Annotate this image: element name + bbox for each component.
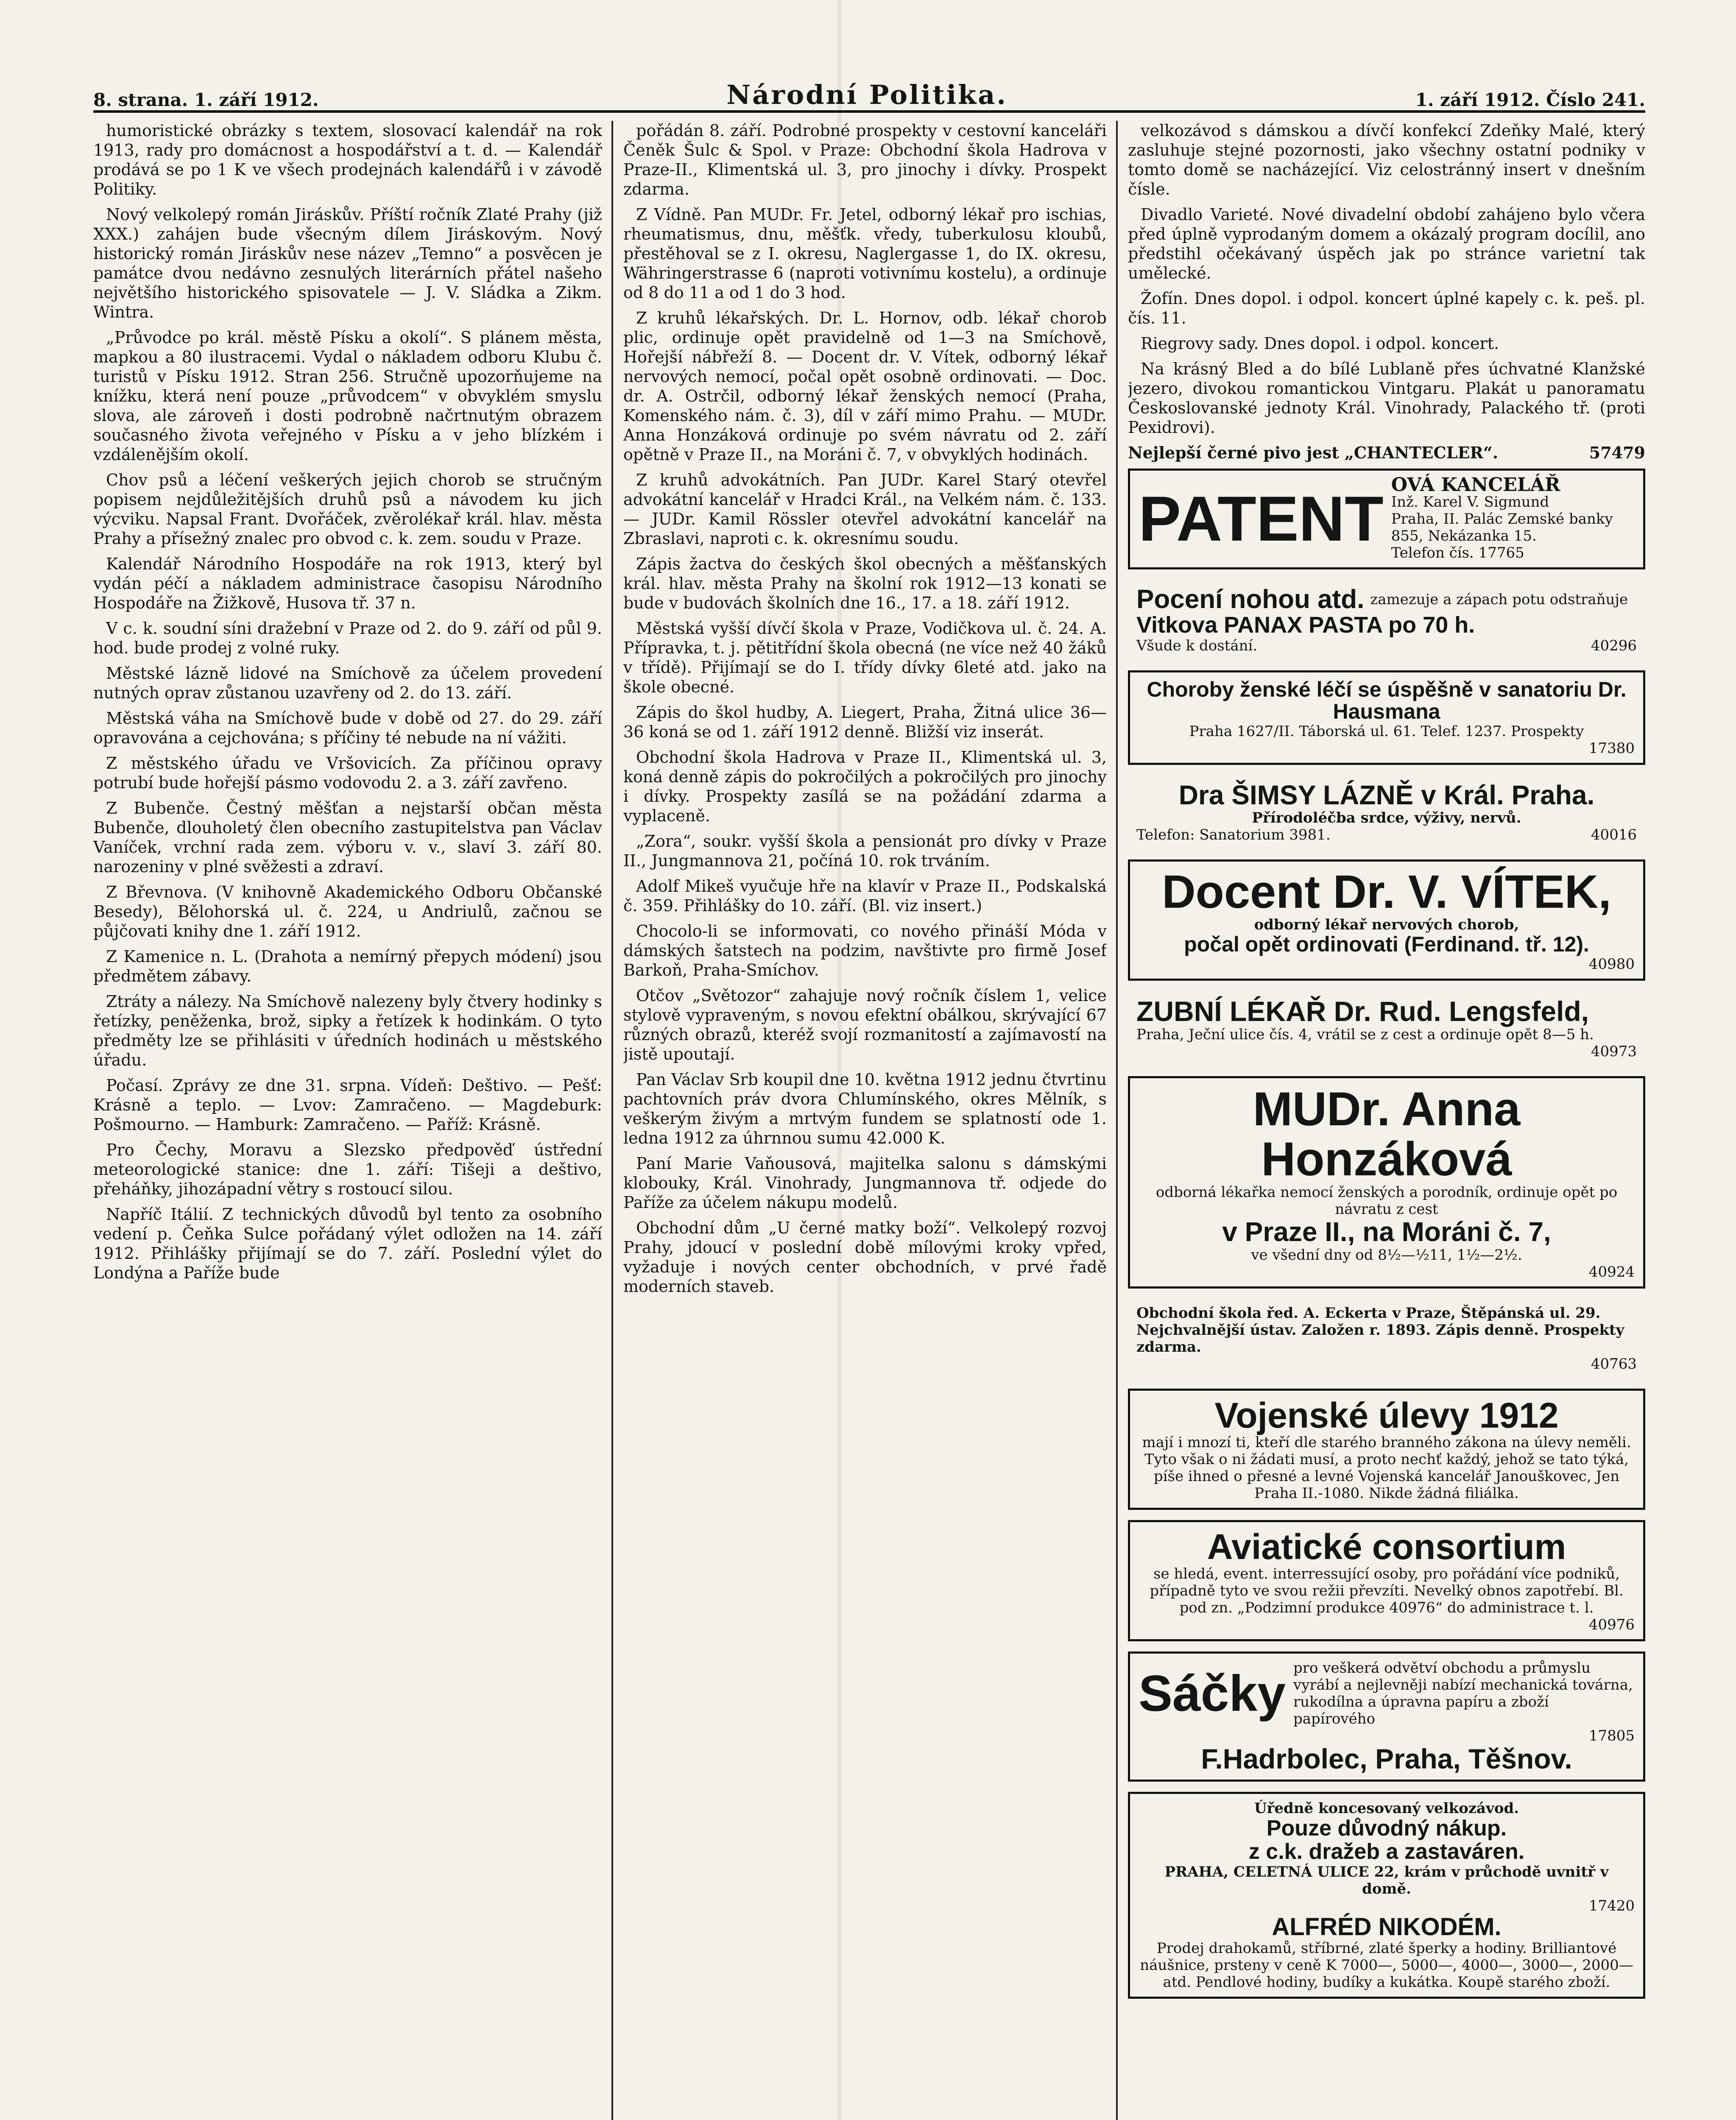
article: Adolf Mikeš vyučuje hře na klavír v Praze II., Podskalská č. 359. Přihlášky do 10. září. (Bl. viz insert.) [623, 877, 1107, 915]
article: Z kruhů advokátních. Pan JUDr. Karel Starý otevřel advokátní kancelář v Hradci Král., na Velkém nám. č. 133. — JUDr. Kamil Rössler otevřel advokátní kancelář na Zbraslavi, naproti c. k. okresnímu soudu. [623, 471, 1107, 548]
article: Počasí. Zprávy ze dne 31. srpna. Vídeň: Deštivo. — Pešť: Krásně a teplo. — Lvov: Zamračeno. — Magdeburk: Pošmourno. — Hamburk: Zamračeno. — Paříž: Krásně. [93, 1076, 602, 1134]
columns [93, 121, 1645, 2120]
eckert-ad: Obchodní škola řed. A. Eckerta v Praze, Štěpánská ul. 29. Nejchvalnější ústav. Založen r. 1893. Zápis denně. Prospekty zdarma. 40763 [1136, 1304, 1637, 1372]
article: Paní Marie Vaňousová, majitelka salonu s dámskými klobouky, Král. Vinohrady, Jungmannova tř. odjede do Paříže za účelem nákupu modelů. [623, 1154, 1107, 1212]
article: Z Břevnova. (V knihovně Akademického Odboru Občanské Besedy), Bělohorská ul. č. 224, u Andriulů, začnou se půjčovati knihy dne 1. září 1912. [93, 883, 602, 940]
patent-ad: PATENT OVÁ KANCELÁŘ Inž. Karel V. Sigmund Praha, II. Palác Zemské banky 855, Nekázanka 15. Telefon čís. 17765 [1128, 469, 1645, 569]
column-3 [1128, 121, 1645, 2120]
article: „Zora“, soukr. vyšší škola a pensionát pro dívky v Praze II., Jungmannova 21, počíná 10. rok trváním. [623, 832, 1107, 870]
article: Napříč Itálií. Z technických důvodů byl tento za osobního vedení p. Čeňka Sulce pořádaný výlet odložen na 14. září 1912. Přihlášky přijímají se do 7. září. Poslední výlet do Londýna a Paříže bude [93, 1205, 602, 1282]
newspaper-page [93, 64, 1645, 2120]
article: Žofín. Dnes dopol. i odpol. koncert úplné kapely c. k. peš. pl. čís. 11. [1128, 289, 1645, 327]
article: pořádán 8. září. Podrobné prospekty v cestovní kanceláři Čeněk Šulc & Spol. v Praze: Obchodní škola Hadrova v Praze-II., Klimentská ul. 3, pro jinochy i dívky. Prospekt zdarma. [623, 121, 1107, 198]
beer-ad: Nejlepší černé pivo jest „CHANTECLER“. 57479 [1128, 443, 1645, 462]
article: Riegrovy sady. Dnes dopol. i odpol. koncert. [1141, 334, 1499, 353]
hausmann-ad: Choroby ženské léčí se úspěšně v sanatoriu Dr. Hausmana Praha 1627/II. Táborská ul. 61. Telef. 1237. Prospekty 17380 [1128, 670, 1645, 765]
panax-ad: Pocení nohou atd. zamezuje a zápach potu odstraňuje Vitkova PANAX PASTA po 70 h. Všude k dostání. 40296 [1136, 585, 1637, 654]
article: Městská váha na Smíchově bude v době od 27. do 29. září opravována a cejchována; s příčiny té nebude na ní vážiti. [93, 709, 602, 747]
nikodem-ad: Úředně koncesovaný velkozávod. Pouze důvodný nákup. z c.k. dražeb a zastaváren. PRAHA, CELETNÁ ULICE 22, krám v průchodě uvnitř v domě. 17420 ALFRÉD NIKODÉM. Prodej drahokamů, stříbrné, zlaté šperky a hodiny. Brilliantové náušnice, prsteny v ceně K 7000—, 5000—, 4000—, 3000—, 2000— atd. Pendlové hodiny, budíky a kukátka. Koupě starého zboží. [1128, 1792, 1645, 1999]
column-2 [623, 121, 1107, 2120]
article: humoristické obrázky s textem, slosovací kalendář na rok 1913, rady pro domácnost a hospodářství a t. d. — Kalendář prodává se po 1 K ve všech prodejnách kalendářů i v závodě Politiky. [93, 121, 602, 198]
article: Chov psů a léčení veškerých jejich chorob se stručným popisem nejdůležitějších druhů psů a návodem ku jich výcviku. Napsal Frant. Dvořáček, zvěrolékař král. hlav. města Prahy a přísežný znalec pro obvod c. k. zem. soudu v Praze. [93, 471, 602, 548]
header-left: 8. strana. 1. září 1912. [93, 89, 319, 110]
article: Z Bubenče. Čestný měšťan a nejstarší občan města Bubenče, dlouholetý člen obecního zastupitelstva pan Václav Vaníček, vrchní rada zem. výboru v. v., slaví 3. září 80. narozeniny v plné svěžesti a zdraví. [93, 799, 602, 876]
article: Z Kamenice n. L. (Drahota a nemírný přepych módení) jsou předmětem zábavy. [93, 947, 602, 985]
article: Městská vyšší dívčí škola v Praze, Vodičkova ul. č. 24. A. Přípravka, t. j. pětitřídní škola obecná (ne více než 40 žáků v třídě). Přijímají se do I. třídy dívky 6leté atd. jako na škole obecné. [623, 619, 1107, 696]
article: Z kruhů lékařských. Dr. L. Hornov, odb. lékař chorob plic, ordinuje opět pravidelně od 1—3 na Smíchově, Hořejší nábřeží 8. — Docent dr. V. Vítek, odborný lékař nervových nemocí, počal opět osobně ordinovati. — Doc. dr. A. Ostrčil, odborný lékař ženských nemocí (Praha, Komenského nám. č. 3), díl v září mimo Prahu. — MUDr. Anna Honzáková ordinuje po svém návratu od 2. září opětně v Praze II., na Moráni č. 7, v obvyklých hodinách. [623, 309, 1107, 464]
article: Zápis do škol hudby, A. Liegert, Praha, Žitná ulice 36—36 koná se od 1. září 1912 denně. Bližší viz inserát. [623, 703, 1107, 741]
article: Otčov „Světozor“ zahajuje nový ročník číslem 1, velice stylově vypraveným, s novou efektní obálkou, skrývající 67 různých obrazů, kteréž svojí rozmanitostí a zajímavostí na jistě upoutají. [623, 986, 1107, 1063]
masthead: Národní Politika. [726, 79, 1008, 110]
simsy-ad: Dra ŠIMSY LÁZNĚ v Král. Praha. Přírodoléčba srdce, výživy, nervů. Telefon: Sanatorium 3981. 40016 [1136, 779, 1637, 843]
header-right: 1. září 1912. Číslo 241. [1415, 89, 1645, 110]
article: Obchodní škola Hadrova v Praze II., Klimentská ul. 3, koná denně zápis do pokročilých a pokročilých pro jinochy i dívky. Prospekty zasílá se na požádání zdarma a vyplaceně. [623, 748, 1107, 825]
article: „Průvodce po král. městě Písku a okolí“. S plánem města, mapkou a 80 ilustracemi. Vydal o nákladem odboru Klubu č. turistů v Písku 1912. Stran 256. Stručně upozorňujeme na knížku, která není pouze „průvodcem“ v obvyklém smyslu slova, ale zároveň i dosti podrobně načrtnutým obrazem současného života veřejného v Písku a v jeho blízkém i vzdálenějším okolí. [93, 328, 602, 464]
article: Městské lázně lidové na Smíchově za účelem provedení nutných oprav zůstanou uzavřeny od 2. do 13. září. [93, 664, 602, 702]
article: Ztráty a nálezy. Na Smíchově nalezeny byly čtvery hodinky s řetízky, peněženka, brož, sipky a řetízek k hodinkám. O tyto předměty lze se přihlásiti v úředních hodinách u městského úřadu. [93, 992, 602, 1069]
article: Pro Čechy, Moravu a Slezsko předpověď ústřední meteorologické stanice: dne 1. září: Tišeji a deštivo, přeháňky, jihozápadní větry s rostoucí silou. [93, 1141, 602, 1198]
lengsfeld-ad: ZUBNÍ LÉKAŘ Dr. Rud. Lengsfeld, Praha, Ječní ulice čís. 4, vrátil se z cest a ordinuje opět 8—5 h. 40973 [1136, 995, 1637, 1060]
article: Na krásný Bled a do bílé Lublaně přes úchvatné Klanžské jezero, divokou romantickou Vintgaru. Plakát u panoramatu Českoslovanské jednoty Král. Vinohrady, Palackého tř. (proti Pexidrovi). [1128, 360, 1645, 437]
article: Z Vídně. Pan MUDr. Fr. Jetel, odborný lékař pro ischias, rheumatismus, dnu, měšťk. vředy, tuberkulosu kloubů, přestěhoval se z I. okresu, Naglergasse 1, do IX. okresu, Währingerstrasse 6 (naproti votivnímu kostelu), a ordinuje od 8 do 11 a od 1 do 3 hod. [623, 205, 1107, 302]
vitek-ad: Docent Dr. V. VÍTEK, odborný lékař nervových chorob, počal opět ordinovati (Ferdinand. tř. 12). 40980 [1128, 859, 1645, 981]
article: Obchodní dům „U černé matky boží“. Velkolepý rozvoj Prahy, jdoucí v poslední době mílovými kroky vpřed, vyžaduje i nových center obchodních, v prvé řadě moderních staveb. [623, 1219, 1107, 1296]
sacky-ad: Sáčky pro veškerá odvětví obchodu a průmyslu vyrábí a nejlevněji nabízí mechanická továrna, rukodílna a úpravna papíru a zboží papírového 17805 F.Hadrbolec, Praha, Těšnov. [1128, 1651, 1645, 1782]
vojenske-ad: Vojenské úlevy 1912 mají i mnozí ti, kteří dle starého branného zákona na úlevy neměli. Tyto však o ni žádati musí, a proto nechť každý, jehož se tato týká, píše ihned o přesné a levné Vojenská kancelář Janouškovec, Jen Praha II.-1080. Nikde žádná filiálka. [1128, 1389, 1645, 1510]
article: Z městského úřadu ve Vršovicích. Za příčinou opravy potrubí bude hořejší pásmo vodovodu 2. a 3. září zavřeno. [93, 754, 602, 792]
page-header [93, 64, 1645, 113]
article: Nový velkolepý román Jiráskův. Příští ročník Zlaté Prahy (již XXX.) zahájen bude všecným dílem Jiráskovým. Nový historický román Jiráskův nese název „Temno“ a posvěcen je památce dvou nedávno zesnulých literárních přátel našeho největšího historického spisovatele — J. V. Sládka a Zikm. Wintra. [93, 205, 602, 321]
honzakova-ad: MUDr. Anna Honzáková odborná lékařka nemocí ženských a porodník, ordinuje opět po návratu z cest v Praze II., na Moráni č. 7, ve všední dny od 8½—½11, 1½—2½. 40924 [1128, 1076, 1645, 1288]
article: Divadlo Varieté. Nové divadelní období zahájeno bylo včera před úplně vyprodaným domem a okázalý program docílil, ano předstihl očekávaný úspěch jak po stránce varietní tak umělecké. [1128, 205, 1645, 282]
article: velkozávod s dámskou a dívčí konfekcí Zdeňky Malé, který zasluhuje stejné pozornosti, jako všechny ostatní podniky v tomto domě se nacházející. Viz celostránný insert v dnešním čísle. [1128, 121, 1645, 198]
article: Pan Václav Srb koupil dne 10. května 1912 jednu čtvrtinu pachtovních práv dvora Chlumínského, okres Mělník, s veškerým živým a mrtvým fundem se splatností ode 1. ledna 1912 za úhrnnou sumu 42.000 K. [623, 1070, 1107, 1147]
column-1 [93, 121, 602, 2120]
article: V c. k. soudní síni dražební v Praze od 2. do 9. září od půl 9. hod. bude prodej z volné ruky. [93, 619, 602, 657]
article: Zápis žactva do českých škol obecných a měšťanských král. hlav. města Prahy na školní rok 1912—13 konati se bude v budovách školních dne 16., 17. a 18. září 1912. [623, 555, 1107, 612]
article: Chocolo-li se informovati, co nového přináší Móda v dámských šatstech na podzim, navštivte pro firmě Josef Barkoň, Praha-Smíchov. [623, 922, 1107, 979]
article: Kalendář Národního Hospodáře na rok 1913, který byl vydán péčí a nákladem administrace časopisu Národního Hospodáře na Žižkově, Husova tř. 37 n. [93, 555, 602, 612]
aviaticke-ad: Aviatické consortium se hledá, event. interressující osoby, pro pořádání více podniků, případně tyto ve svou režii převzíti. Nevelký obnos zapotřebí. Bl. pod zn. „Podzimní produkce 40976“ do administrace t. l. 40976 [1128, 1520, 1645, 1641]
